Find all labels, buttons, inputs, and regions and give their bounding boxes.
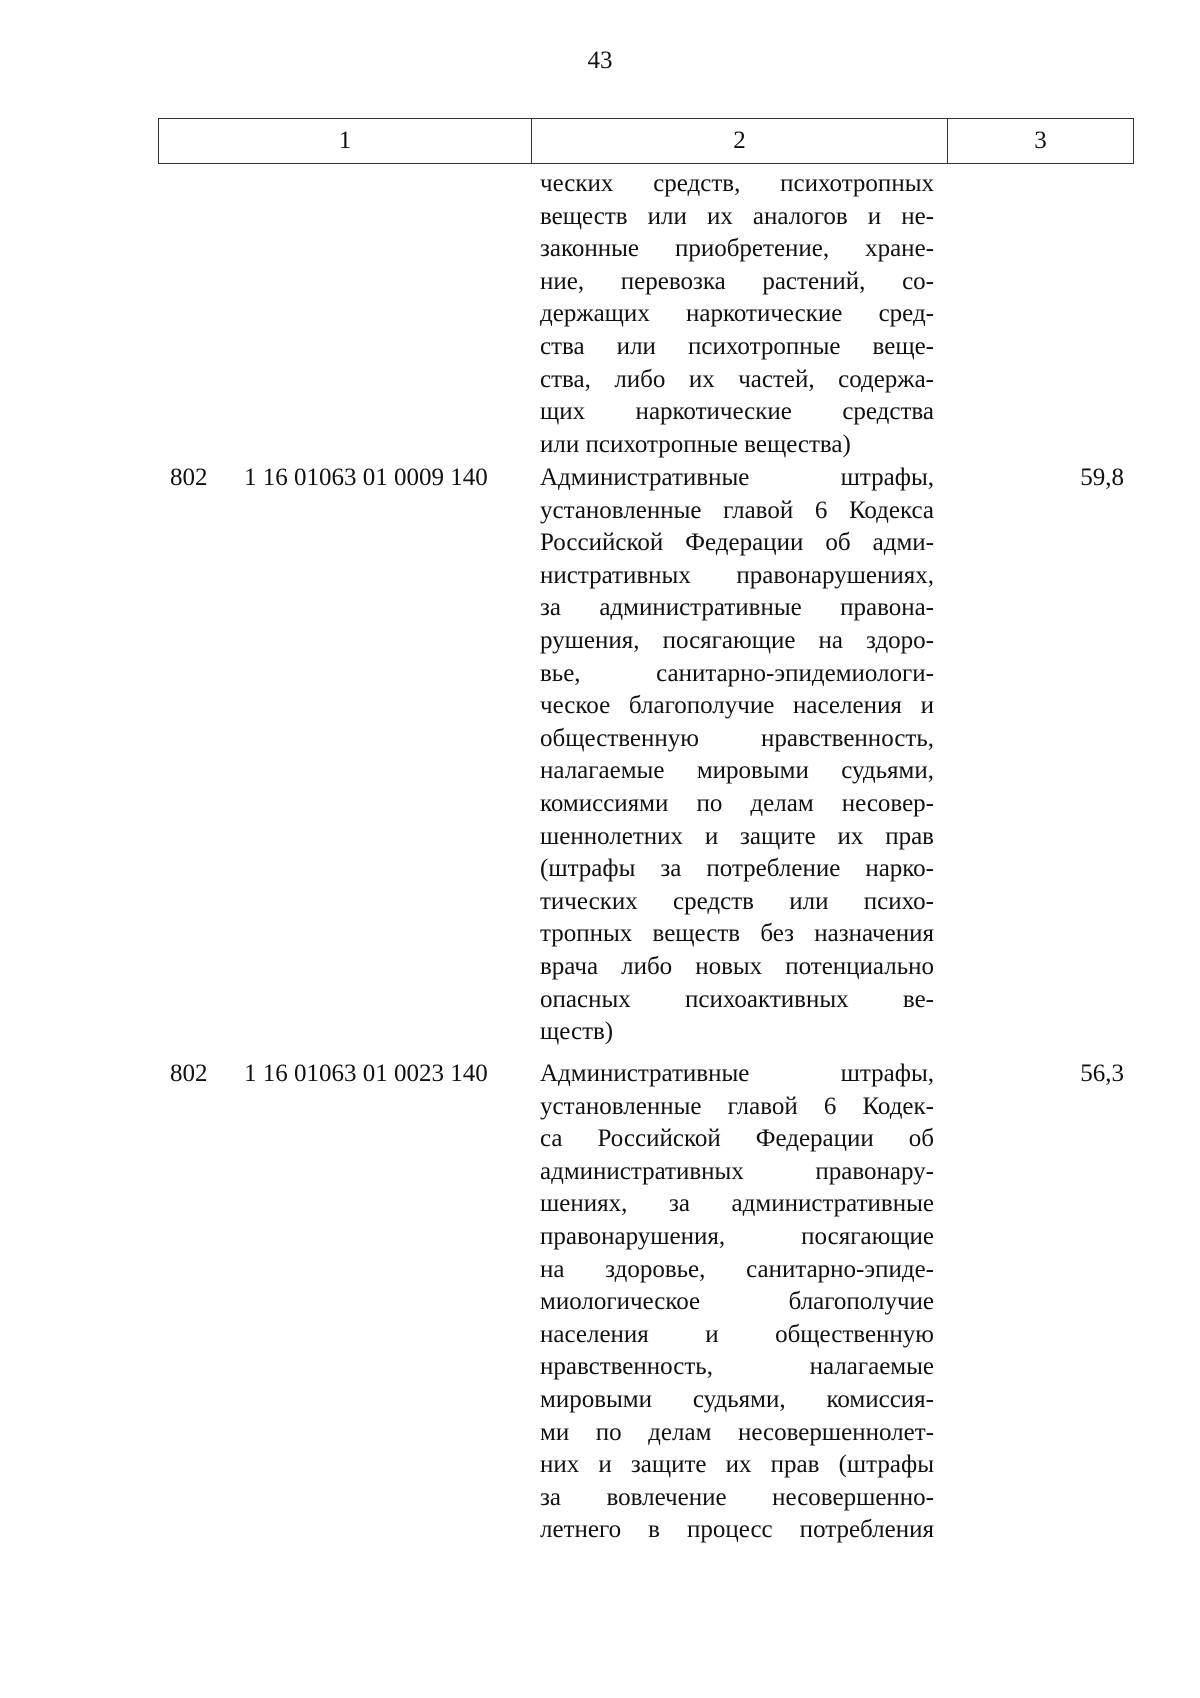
text-line: нравственность, налагаемые: [540, 1353, 934, 1381]
text-line: са Российской Федерации об: [540, 1125, 934, 1153]
text-line: миологическое благополучие: [540, 1288, 934, 1316]
text-line: ческих средств, психотропных: [540, 170, 934, 197]
amount-value: 59,8: [1080, 464, 1124, 491]
admin-code: 802: [170, 1060, 208, 1087]
text-line: нистративных правонарушениях,: [540, 561, 934, 589]
text-line: административных правонару-: [540, 1157, 934, 1185]
text-line: ние, перевозка растений, со-: [540, 267, 934, 295]
budget-code: 1 16 01063 01 0009 140: [244, 464, 488, 491]
text-line: ства, либо их частей, содержа-: [540, 365, 934, 393]
text-line: шениях, за административные: [540, 1190, 934, 1218]
budget-code: 1 16 01063 01 0023 140: [244, 1060, 488, 1087]
text-line: летнего в процесс потребления: [540, 1516, 934, 1544]
text-line: тропных веществ без назначения: [540, 920, 934, 948]
admin-code: 802: [170, 464, 208, 491]
text-line: веществ или их аналогов и не-: [540, 202, 934, 230]
text-line: населения и общественную: [540, 1320, 934, 1348]
amount-value: 56,3: [1080, 1060, 1124, 1087]
text-line: законные приобретение, хране-: [540, 235, 934, 263]
text-line: за административные правона-: [540, 594, 934, 622]
text-line: ческое благополучие населения и: [540, 692, 934, 720]
header-col-1: 1: [159, 119, 532, 163]
row-description: [540, 1058, 934, 1547]
text-line: Административные штрафы,: [540, 464, 934, 491]
text-line: комиссиями по делам несовер-: [540, 789, 934, 817]
text-line: или психотропные вещества): [540, 430, 851, 458]
text-line: опасных психоактивных ве-: [540, 985, 934, 1013]
table-header: [158, 118, 1134, 164]
text-line: шеннолетних и защите их прав: [540, 822, 934, 850]
text-line: установленные главой 6 Кодек-: [540, 1092, 934, 1120]
text-line: держащих наркотические сред-: [540, 300, 934, 328]
text-line: врача либо новых потенциально: [540, 952, 934, 980]
text-line: налагаемые мировыми судьями,: [540, 757, 934, 785]
row-description: [540, 462, 934, 1049]
text-line: щих наркотические средства: [540, 398, 934, 426]
text-line: общественную нравственность,: [540, 724, 934, 752]
text-line: рушения, посягающие на здоро-: [540, 626, 934, 654]
text-line: ства или психотропные веще-: [540, 332, 934, 360]
page-number: 43: [587, 47, 613, 74]
text-line: ми по делам несовершеннолет-: [540, 1418, 934, 1446]
text-line: ществ): [540, 1018, 614, 1046]
text-line: мировыми судьями, комиссия-: [540, 1385, 934, 1413]
text-line: установленные главой 6 Кодекса: [540, 496, 934, 524]
text-line: правонарушения, посягающие: [540, 1222, 934, 1250]
text-line: за вовлечение несовершенно-: [540, 1483, 934, 1511]
header-col-3: 3: [1034, 127, 1047, 154]
text-line: (штрафы за потребление нарко-: [540, 855, 934, 883]
text-line: вье, санитарно-эпидемиологи-: [540, 659, 934, 687]
continuation-text: [540, 168, 934, 461]
text-line: них и защите их прав (штрафы: [540, 1451, 934, 1479]
text-line: на здоровье, санитарно-эпиде-: [540, 1255, 934, 1283]
text-line: Административные штрафы,: [540, 1060, 934, 1087]
text-line: тических средств или психо-: [540, 887, 934, 915]
text-line: Российской Федерации об адми-: [540, 529, 934, 557]
header-col-2: 2: [532, 119, 948, 163]
